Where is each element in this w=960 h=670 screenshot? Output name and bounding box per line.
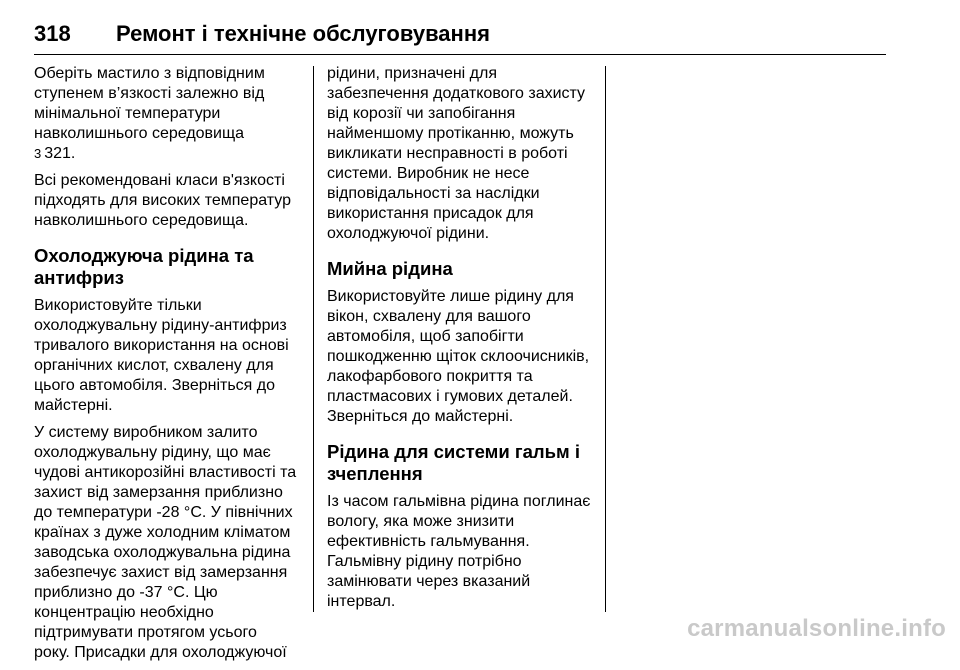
paragraph-oil-selection: Оберіть мастило з відповідним ступенем в’язкості залежно від мінімальної температури навколишнього середовища 3 321. xyxy=(34,64,308,164)
column-middle xyxy=(327,64,601,619)
paragraph-brake-fluid: Із часом гальмівна рідина поглинає вологу, яка може знизити ефективність гальмування. Гальмівну рідину потрібно замінювати через вказаний інтервал. xyxy=(327,493,591,610)
paragraph-washer-fluid: Використовуйте лише рідину для вікон, схвалену для вашого автомобіля, щоб запобігти пошкодженню щіток склоочисників, лакофарбового покриття та пластмасових і гумових деталей. Зверніться до майстерні. xyxy=(327,288,590,425)
page-header xyxy=(34,20,886,55)
column-divider-right xyxy=(605,66,606,612)
heading-brake-fluid: Рідина для системи гальм і зчеплення xyxy=(327,441,580,484)
arrow-right-icon: 3 xyxy=(34,146,42,161)
watermark: carmanualsonline.info xyxy=(687,615,946,642)
page-number: 318 xyxy=(34,21,71,46)
column-divider-left xyxy=(313,66,314,612)
page-cross-reference[interactable]: 3 321. xyxy=(34,145,76,162)
column-left xyxy=(34,64,308,670)
paragraph-coolant-use: Використовуйте тільки охолоджувальну рідину-антифриз тривалого використання на основі органічних кислот, схвалену для цього автомобіля. Зверніться до майстерні. xyxy=(34,297,289,414)
heading-coolant: Охолоджуюча рідина та антифриз xyxy=(34,245,254,288)
heading-washer-fluid: Мийна рідина xyxy=(327,258,453,279)
paragraph-viscosity: Всі рекомендовані класи в'язкості підходять для високих температур навколишнього середовища. xyxy=(34,172,291,229)
paragraph-coolant-protection: У систему виробником залито охолоджувальну рідину, що має чудові антикорозійні властивості та захист від замерзання приблизно до температури -28 °C. У північних країнах з дуже холодним кліматом заводська охолоджувальна рідина забезпечує захист від замерзання приблизно до -37 °C. Цю концентрацію необхідно підтримувати протягом усього року. Присадки для охолоджуючої xyxy=(34,424,297,661)
page-title: Ремонт і технічне обслуговування xyxy=(116,21,490,46)
paragraph-coolant-additives: рідини, призначені для забезпечення додаткового захисту від корозії чи запобігання найменшому протіканню, можуть викликати несправності в роботі системи. Виробник не несе відповідальності за наслідки використання присадок для охолоджуючої рідини. xyxy=(327,65,586,242)
